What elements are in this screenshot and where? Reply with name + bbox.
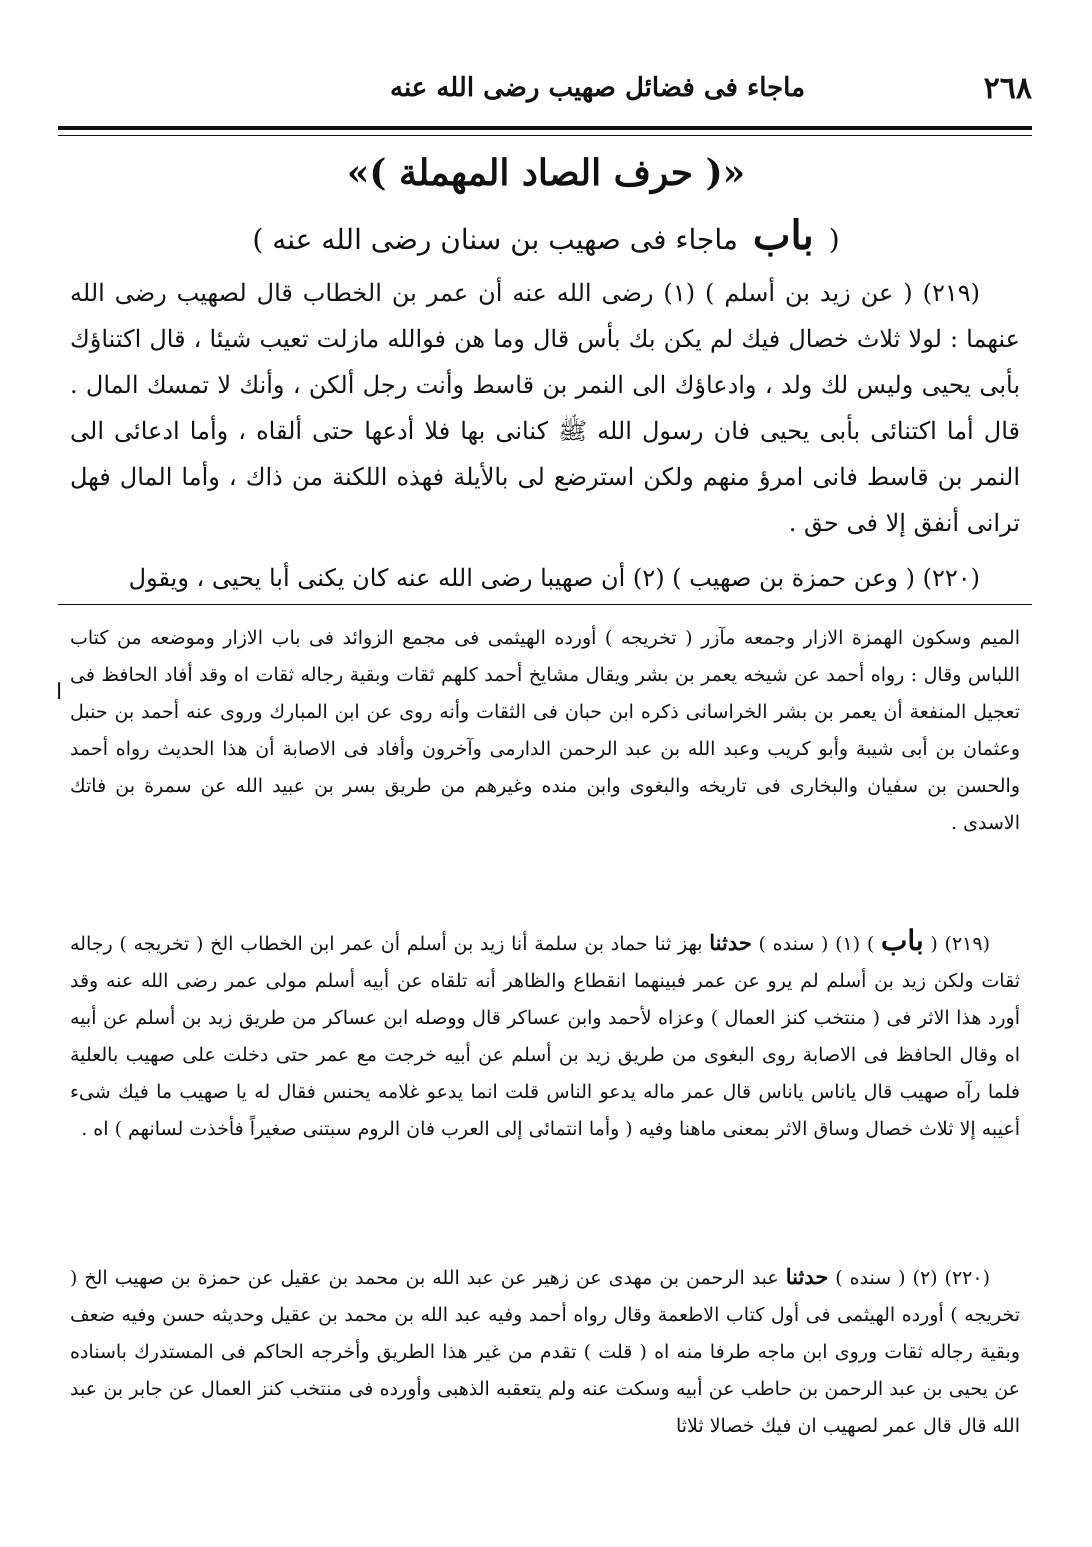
- section-bab-label: باب: [752, 212, 814, 259]
- hadith-219: (٢١٩) ( عن زيد بن أسلم ) (١) رضى الله عنه أن عمر بن الخطاب قال لصهيب رضى الله عنهما : لولا ثلاث خصال فيك لم يكن بك بأس قال وما هن فوالله مازلت تعيب شيئا ، قال اكتناؤك بأبى يحيى وليس لك ولد ، وادعاؤك الى النمر بن قاسط وأنت رجل ألكن ، وأنك لا تمسك المال . قال أما اكتنائى بأبى يحيى فان رسول الله ﷺ كنانى بها فلا أدعها حتى ألقاه ، وأما ادعائى الى النمر بن قاسط فانى امرؤ منهم ولكن استرضع لى بالأيلة فهذه اللكنة من ذاك ، وأما المال فهل ترانى أنفق إلا فى حق .: [70, 279, 1021, 537]
- footnote-219-bab: باب: [881, 924, 924, 957]
- chapter-heading: «( حرف الصاد المهملة )»: [346, 152, 746, 194]
- running-title: ماجاء فى فضائل صهيب رضى الله عنه: [390, 73, 806, 103]
- footnote-219-haddathana: حدثنا: [709, 930, 752, 955]
- header-rule-bottom: [58, 135, 1032, 136]
- footnote-219: [70, 922, 1020, 1148]
- footnote-219-lead: (٢١٩) (: [930, 933, 990, 955]
- footnote-continuation: [70, 620, 1020, 842]
- section-heading-text: ماجاء فى صهيب بن سنان رضى الله عنه: [272, 223, 738, 256]
- footnote-220: [70, 1258, 1020, 1445]
- footnote-219-mid: ) (١) ( سنده ): [758, 933, 875, 955]
- footnote-220-haddathana: حدثنا: [785, 1264, 829, 1289]
- margin-mark: ا: [56, 680, 63, 705]
- running-head: [60, 68, 1032, 108]
- footnote-separator: [58, 604, 1032, 605]
- section-heading: [0, 212, 1092, 259]
- footnote-continuation-text: الميم وسكون الهمزة الازار وجمعه مآزر ( تخريجه ) أورده الهيثمى فى مجمع الزوائد فى باب الازار وموضعه من كتاب اللباس وقال : رواه أحمد عن شيخه يعمر بن بشر ويقال مشايخ أحمد كلهم ثقات وبقية رجاله ثقات اه وقد أفاد الحافظ فى تعجيل المنفعة أن يعمر بن بشر الخراسانى ذكره ابن حبان فى الثقات وأنه روى عن ابن المبارك وروى عنه أحمد بن حنبل وعثمان بن أبى شيبة وأبو كريب وعبد الله بن عبد الرحمن الدارمى وآخرون وأفاد فى الاصابة أن هذا الحديث رواه أحمد والحسن بن سفيان والبخارى فى تاريخه والبغوى وابن منده وغيرهم من طريق بسر بن عبيد الله عن سمرة بن فاتك الاسدى .: [70, 627, 1020, 834]
- footnote-220-lead: (٢٢٠) (٢) ( سنده ): [835, 1267, 990, 1289]
- header-rule-top: [58, 126, 1032, 130]
- page-number: ٢٦٨: [983, 70, 1032, 106]
- footnote-219-text: بهز ثنا حماد بن سلمة أنا زيد بن أسلم أن عمر ابن الخطاب الخ ( تخريجه ) رجاله ثقات ولكن زيد بن أسلم لم يرو عن عمر فبينهما انقطاع والظاهر أنه تلقاه عن أبيه أسلم مولى عمر رضى الله عنه وقد أورد هذا الاثر فى ( منتخب كنز العمال ) وعزاه لأحمد وابن عساكر قال ووصله ابن عساكر من طريق زيد بن أسلم عن أبيه اه وقال الحافظ فى الاصابة روى البغوى من طريق زيد بن أسلم عن أبيه خرجت مع عمر حتى دخلت على صهيب بالعلية فلما رآه صهيب قال ياناس ياناس قال عمر ماله يدعو الناس قلت انما يدعو غلامه يحنس فقال له يا صهيب ما فيك شىء أعيبه إلا ثلاث خصال وساق الاثر بمعنى ماهنا وفيه ( وأما انتمائى إلى العرب فان الروم سبتنى صغيراً فأخذت لسانهم ) اه .: [70, 933, 1020, 1140]
- section-bracket-close: ): [252, 223, 264, 256]
- hadith-220: (٢٢٠) ( وعن حمزة بن صهيب ) (٢) أن صهيبا رضى الله عنه كان يكنى أبا يحيى ، ويقول: [128, 564, 980, 592]
- main-text: [70, 270, 1020, 546]
- footnote-220-text: عبد الرحمن بن مهدى عن زهير عن عبد الله بن محمد بن عقيل عن حمزة بن صهيب الخ ( تخريجه ) أورده الهيثمى فى أول كتاب الاطعمة وقال رواه أحمد وفيه عبد الله بن محمد بن عقيل وحديثه حسن وفيه ضعف وبقية رجاله ثقات وروى ابن ماجه طرفا منه اه ( قلت ) تقدم من غير هذا الطريق وأخرجه الحاكم فى المستدرك باسناده عن يحيى بن عبد الرحمن بن حاطب عن أبيه وسكت عنه ولم يتعقبه الذهبى وأورده فى منتخب كنز العمال عن جابر بن عبد الله قال قال عمر لصهيب ان فيك خصالا ثلاثا: [70, 1267, 1020, 1437]
- section-bracket-open: (: [828, 223, 840, 256]
